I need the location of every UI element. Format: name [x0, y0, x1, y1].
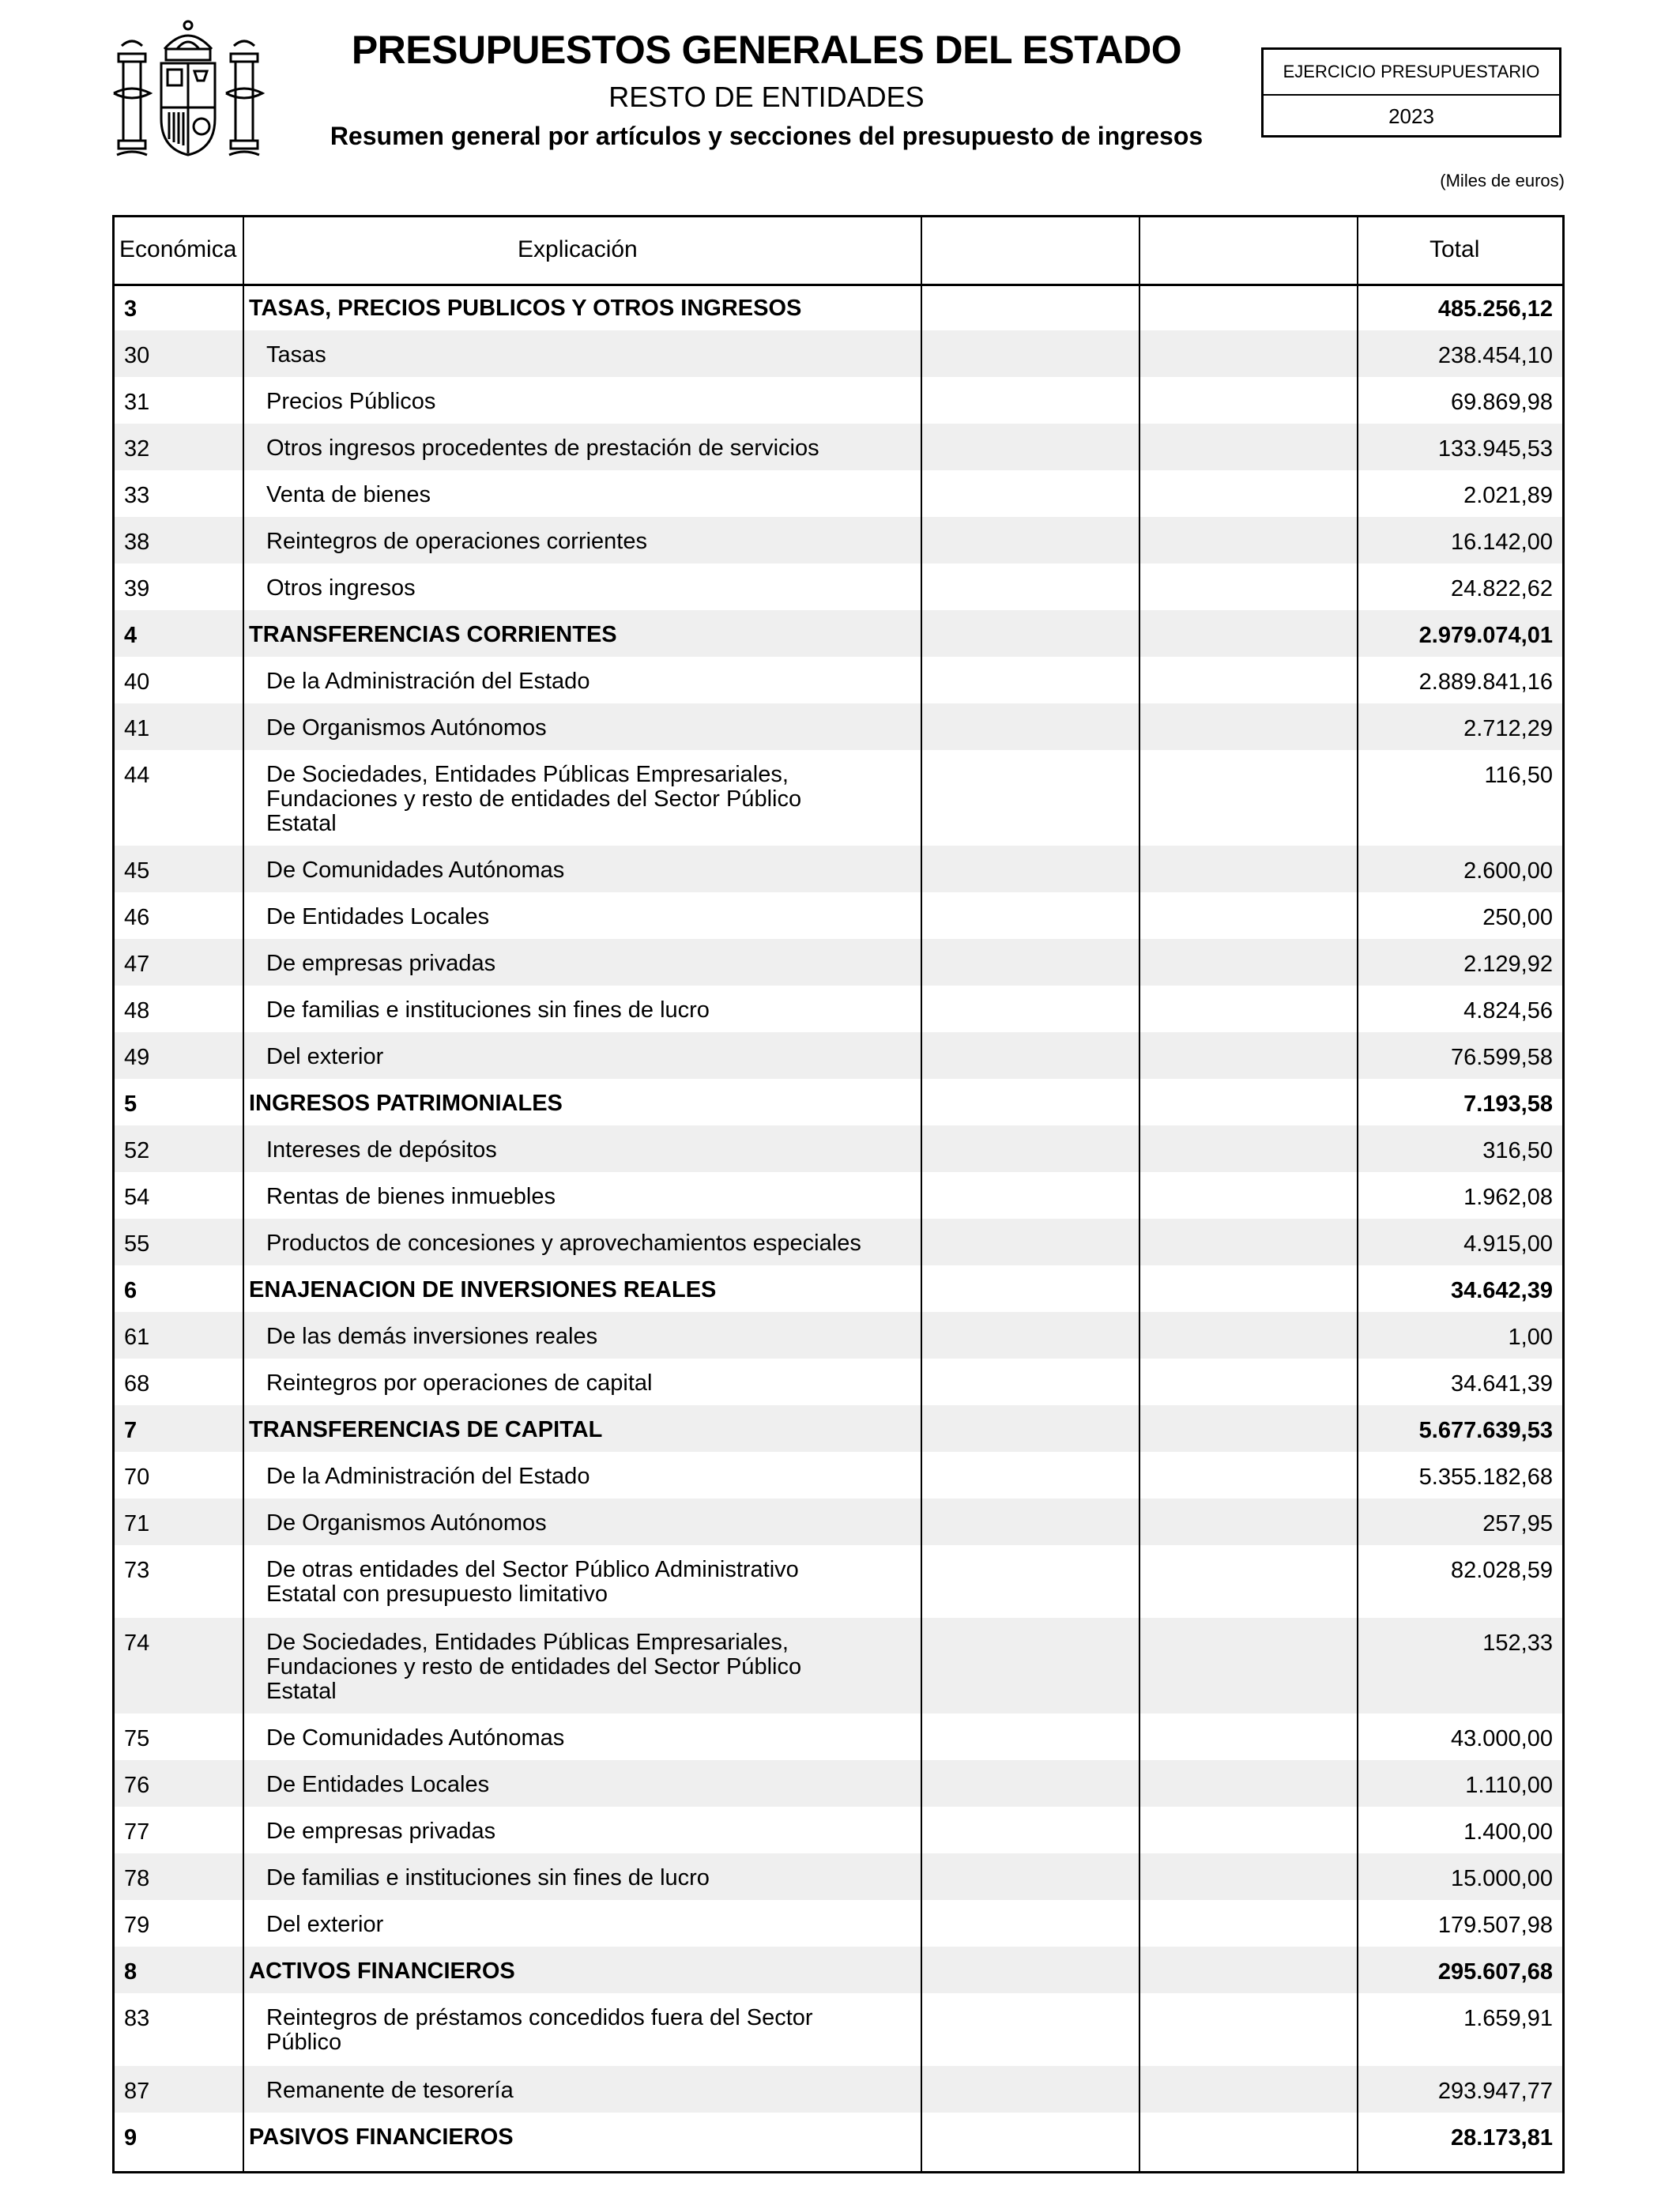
table-row — [115, 986, 1562, 1032]
table-row — [115, 424, 1562, 470]
row-explanation: De Sociedades, Entidades Públicas Empresariales, Fundaciones y resto de entidades del Sector Público Estatal — [266, 762, 802, 836]
row-total: 2.021,89 — [1463, 483, 1553, 508]
row-code: 40 — [124, 669, 150, 695]
table-row — [115, 1498, 1562, 1545]
row-code: 48 — [124, 998, 150, 1023]
row-explanation: Productos de concesiones y aprovechamientos especiales — [266, 1231, 861, 1256]
table-row — [115, 846, 1562, 892]
row-total: 2.979.074,01 — [1418, 623, 1553, 648]
table-row — [115, 1900, 1562, 1947]
table-row — [115, 1452, 1562, 1498]
row-code: 55 — [124, 1231, 150, 1257]
row-explanation: De empresas privadas — [266, 951, 496, 976]
table-row — [115, 657, 1562, 703]
table-row — [115, 2113, 1562, 2159]
row-code: 33 — [124, 483, 150, 508]
document-description: Resumen general por artículos y secciones del presupuesto de ingresos — [330, 122, 1203, 150]
row-explanation: Otros ingresos — [266, 575, 416, 601]
row-total: 5.355.182,68 — [1418, 1465, 1553, 1490]
row-explanation: De otras entidades del Sector Público Administrativo Estatal con presupuesto limitativo — [266, 1557, 799, 1607]
table-row — [115, 284, 1562, 330]
row-explanation: De la Administración del Estado — [266, 669, 590, 694]
table-row — [115, 1405, 1562, 1452]
header-economica: Económica — [119, 236, 237, 262]
row-total: 82.028,59 — [1450, 1558, 1553, 1583]
row-explanation: Precios Públicos — [266, 389, 436, 414]
row-total: 16.142,00 — [1450, 530, 1553, 555]
table-row — [115, 1760, 1562, 1807]
table-row — [115, 1219, 1562, 1265]
row-explanation: PASIVOS FINANCIEROS — [249, 2124, 514, 2150]
table-row — [115, 1125, 1562, 1172]
row-total: 250,00 — [1482, 905, 1553, 930]
row-explanation: TRANSFERENCIAS DE CAPITAL — [249, 1417, 603, 1442]
row-code: 7 — [124, 1418, 137, 1443]
row-explanation: De Comunidades Autónomas — [266, 858, 565, 883]
row-total: 485.256,12 — [1437, 296, 1553, 322]
row-code: 49 — [124, 1045, 150, 1070]
row-total: 238.454,10 — [1437, 343, 1553, 368]
table-row — [115, 1359, 1562, 1405]
table-row — [115, 564, 1562, 610]
row-total: 1.400,00 — [1463, 1819, 1553, 1845]
row-total: 69.869,98 — [1450, 390, 1553, 415]
fiscal-year-box — [1261, 47, 1561, 138]
coat-of-arms-icon — [109, 14, 267, 172]
row-explanation: De Comunidades Autónomas — [266, 1725, 565, 1751]
row-total: 1.962,08 — [1463, 1185, 1553, 1210]
row-explanation: Tasas — [266, 342, 326, 368]
row-code: 71 — [124, 1511, 150, 1536]
row-total: 5.677.639,53 — [1418, 1418, 1553, 1443]
row-explanation: De Entidades Locales — [266, 1772, 490, 1797]
row-code: 45 — [124, 858, 150, 884]
row-code: 74 — [124, 1630, 150, 1656]
row-total: 316,50 — [1482, 1138, 1553, 1163]
table-row — [115, 470, 1562, 517]
table-row — [115, 703, 1562, 750]
row-explanation: Reintegros de préstamos concedidos fuera del Sector Público — [266, 2005, 813, 2055]
row-explanation: Remanente de tesorería — [266, 2078, 514, 2103]
row-code: 9 — [124, 2125, 137, 2151]
row-code: 77 — [124, 1819, 150, 1845]
row-code: 32 — [124, 436, 150, 462]
fiscal-year-value: 2023 — [1388, 104, 1434, 128]
row-total: 2.889.841,16 — [1418, 669, 1553, 695]
row-code: 46 — [124, 905, 150, 930]
row-code: 5 — [124, 1091, 137, 1117]
row-total: 152,33 — [1482, 1630, 1553, 1656]
row-total: 2.600,00 — [1463, 858, 1553, 884]
table-row — [115, 1312, 1562, 1359]
row-code: 61 — [124, 1325, 150, 1350]
row-total: 28.173,81 — [1450, 2125, 1553, 2151]
table-row — [115, 517, 1562, 564]
table-row — [115, 750, 1562, 846]
table-row — [115, 1713, 1562, 1760]
row-explanation: TRANSFERENCIAS CORRIENTES — [249, 622, 617, 647]
row-total: 133.945,53 — [1437, 436, 1553, 462]
row-code: 73 — [124, 1558, 150, 1583]
table-row — [115, 1993, 1562, 2066]
table-row — [115, 330, 1562, 377]
row-explanation: De familias e instituciones sin fines de lucro — [266, 1865, 710, 1891]
row-explanation: Reintegros de operaciones corrientes — [266, 529, 647, 554]
table-row — [115, 1172, 1562, 1219]
column-divider — [243, 217, 244, 2171]
row-explanation: TASAS, PRECIOS PUBLICOS Y OTROS INGRESOS — [249, 296, 802, 321]
row-code: 68 — [124, 1371, 150, 1397]
header-total: Total — [1430, 236, 1480, 262]
table-row — [115, 892, 1562, 939]
header-explicacion: Explicación — [518, 236, 638, 262]
table-row — [115, 1807, 1562, 1853]
row-code: 78 — [124, 1866, 150, 1891]
row-explanation: De empresas privadas — [266, 1819, 496, 1844]
row-total: 34.641,39 — [1450, 1371, 1553, 1397]
row-total: 4.824,56 — [1463, 998, 1553, 1023]
row-total: 34.642,39 — [1450, 1278, 1553, 1303]
table-body — [115, 284, 1562, 2159]
row-explanation: ACTIVOS FINANCIEROS — [249, 1958, 515, 1984]
row-total: 2.129,92 — [1463, 952, 1553, 977]
table-row — [115, 1618, 1562, 1713]
table-row — [115, 1265, 1562, 1312]
row-explanation: Reintegros por operaciones de capital — [266, 1370, 653, 1396]
row-code: 44 — [124, 763, 150, 788]
row-explanation: Intereses de depósitos — [266, 1137, 497, 1163]
column-divider — [1357, 217, 1358, 2171]
row-total: 257,95 — [1482, 1511, 1553, 1536]
row-code: 76 — [124, 1773, 150, 1798]
row-total: 295.607,68 — [1437, 1959, 1553, 1985]
table-row — [115, 1947, 1562, 1993]
table-header — [115, 217, 1562, 286]
row-code: 54 — [124, 1185, 150, 1210]
row-explanation: INGRESOS PATRIMONIALES — [249, 1091, 563, 1116]
row-total: 76.599,58 — [1450, 1045, 1553, 1070]
row-code: 31 — [124, 390, 150, 415]
row-total: 1.659,91 — [1463, 2006, 1553, 2031]
row-code: 6 — [124, 1278, 137, 1303]
row-code: 38 — [124, 530, 150, 555]
row-code: 8 — [124, 1959, 137, 1985]
row-explanation: Del exterior — [266, 1912, 384, 1937]
table-row — [115, 1079, 1562, 1125]
row-explanation: De Organismos Autónomos — [266, 715, 547, 741]
column-divider — [1139, 217, 1140, 2171]
row-explanation: Otros ingresos procedentes de prestación de servicios — [266, 435, 819, 461]
row-total: 24.822,62 — [1450, 576, 1553, 601]
row-total: 7.193,58 — [1463, 1091, 1553, 1117]
row-total: 1,00 — [1508, 1325, 1553, 1350]
budget-table — [112, 215, 1565, 2173]
row-code: 30 — [124, 343, 150, 368]
row-total: 4.915,00 — [1463, 1231, 1553, 1257]
row-total: 15.000,00 — [1450, 1866, 1553, 1891]
table-row — [115, 1853, 1562, 1900]
row-code: 4 — [124, 623, 137, 648]
row-explanation: De familias e instituciones sin fines de lucro — [266, 997, 710, 1023]
row-code: 70 — [124, 1465, 150, 1490]
row-code: 79 — [124, 1913, 150, 1938]
row-explanation: Venta de bienes — [266, 482, 431, 507]
row-code: 39 — [124, 576, 150, 601]
table-row — [115, 377, 1562, 424]
document-title: PRESUPUESTOS GENERALES DEL ESTADO — [351, 28, 1182, 72]
table-row — [115, 2066, 1562, 2113]
row-code: 83 — [124, 2006, 150, 2031]
row-total: 116,50 — [1484, 763, 1553, 788]
row-code: 41 — [124, 716, 150, 741]
row-explanation: ENAJENACION DE INVERSIONES REALES — [249, 1277, 717, 1302]
row-code: 47 — [124, 952, 150, 977]
fiscal-year-label: EJERCICIO PRESUPUESTARIO — [1264, 50, 1559, 96]
row-total: 293.947,77 — [1437, 2079, 1553, 2104]
row-explanation: Del exterior — [266, 1044, 384, 1069]
table-row — [115, 1032, 1562, 1079]
row-total: 2.712,29 — [1463, 716, 1553, 741]
row-total: 179.507,98 — [1437, 1913, 1553, 1938]
units-note: (Miles de euros) — [1440, 171, 1565, 190]
row-explanation: Rentas de bienes inmuebles — [266, 1184, 556, 1209]
row-explanation: De Entidades Locales — [266, 904, 490, 929]
row-explanation: De Sociedades, Entidades Públicas Empresariales, Fundaciones y resto de entidades del Sector Público Estatal — [266, 1630, 802, 1704]
row-total: 43.000,00 — [1450, 1726, 1553, 1751]
row-code: 3 — [124, 296, 137, 322]
table-row — [115, 610, 1562, 657]
row-code: 87 — [124, 2079, 150, 2104]
document-subtitle: RESTO DE ENTIDADES — [608, 81, 925, 113]
row-code: 52 — [124, 1138, 150, 1163]
column-divider — [921, 217, 922, 2171]
row-explanation: De la Administración del Estado — [266, 1464, 590, 1489]
row-explanation: De las demás inversiones reales — [266, 1324, 598, 1349]
row-code: 75 — [124, 1726, 150, 1751]
table-row — [115, 1545, 1562, 1618]
table-row — [115, 939, 1562, 986]
row-explanation: De Organismos Autónomos — [266, 1510, 547, 1536]
row-total: 1.110,00 — [1465, 1773, 1553, 1798]
